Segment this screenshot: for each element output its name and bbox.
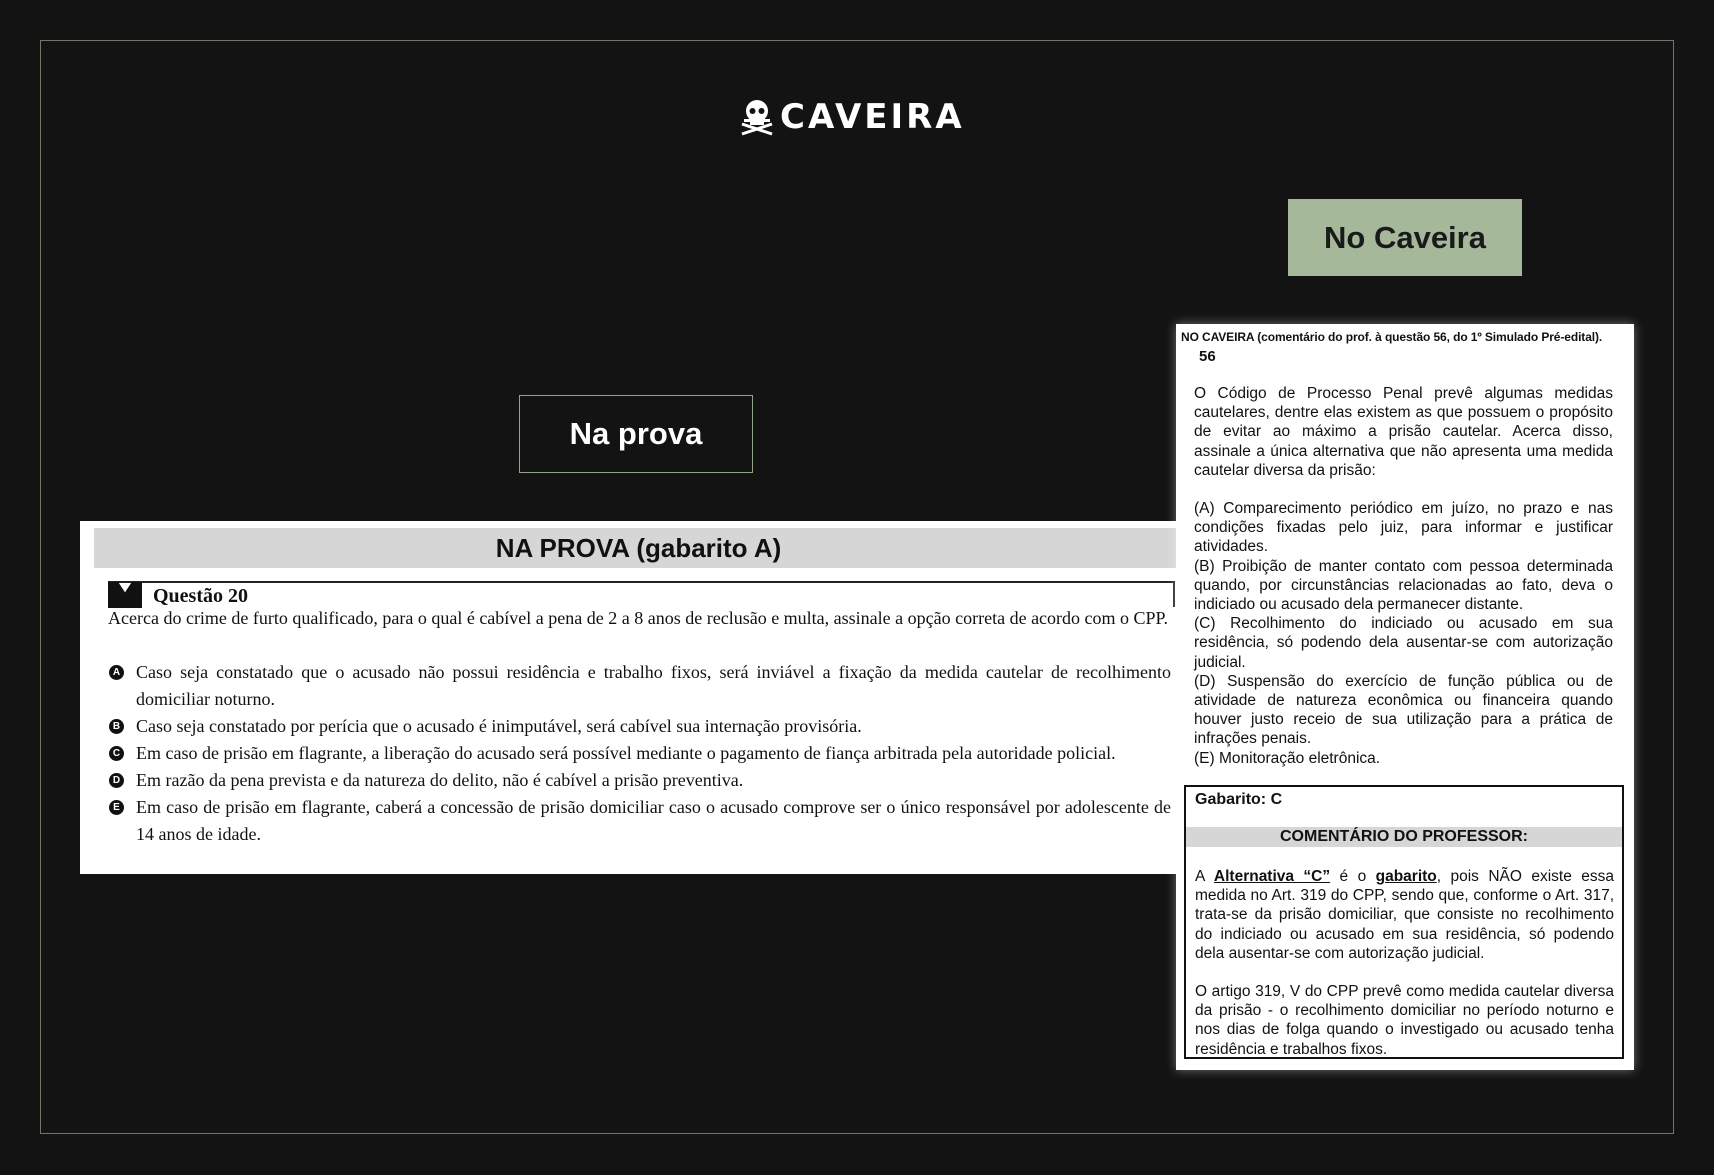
simulado-document xyxy=(1176,324,1634,1070)
question-header xyxy=(108,581,1175,607)
label-no-caveira: No Caveira xyxy=(1288,199,1522,276)
option-letter-icon: B xyxy=(109,719,124,734)
exam-title: NA PROVA (gabarito A) xyxy=(94,528,1183,568)
gabarito-highlight: gabarito xyxy=(1375,868,1437,885)
option-letter-icon: D xyxy=(109,773,124,788)
comment-title: COMENTÁRIO DO PROFESSOR: xyxy=(1186,827,1622,847)
option-letter-icon: C xyxy=(109,746,124,761)
simulado-option: (C) Recolhimento do indiciado ou acusado em sua residência, só podendo dela ausentar-se com autorização judicial. xyxy=(1194,615,1613,671)
option-item xyxy=(108,767,1171,794)
option-text: Em caso de prisão em flagrante, caberá a concessão de prisão domiciliar caso o acusado comprove ser o único responsável por adolescente de 14 anos de idade. xyxy=(136,797,1171,844)
simulado-option: (D) Suspensão do exercício de função pública ou de atividade de natureza econômica ou financeira quando houver justo receio de sua utilização para a prática de infrações penais. xyxy=(1194,672,1613,748)
simulado-header: NO CAVEIRA (comentário do prof. à questão 56, do 1º Simulado Pré-edital). xyxy=(1181,330,1603,344)
option-item xyxy=(108,713,1171,740)
alternative-highlight: Alternativa “C” xyxy=(1213,868,1331,885)
question-title: Questão 20 xyxy=(153,585,248,607)
exam-question-document xyxy=(80,521,1183,874)
option-letter-icon: A xyxy=(109,665,124,680)
simulado-option: (E) Monitoração eletrônica. xyxy=(1194,749,1381,767)
question-stem: Acerca do crime de furto qualificado, para o qual é cabível a pena de 2 a 8 anos de reclusão e multa, assinale a opção correta de acordo com o CPP. xyxy=(108,608,1169,628)
question-number: 56 xyxy=(1199,348,1216,365)
option-item xyxy=(108,794,1171,848)
brand-logo xyxy=(740,98,965,136)
option-text: Em razão da pena prevista e da natureza do delito, não é cabível a prisão preventiva. xyxy=(136,770,744,790)
simulado-option: (B) Proibição de manter contato com pessoa determinada quando, por circunstâncias relacionadas ao fato, deva o indiciado ou acusado dela permanecer distante. xyxy=(1194,557,1613,614)
option-text: Caso seja constatado por perícia que o acusado é inimputável, será cabível sua internação provisória. xyxy=(136,716,862,736)
simulado-body xyxy=(1194,384,1613,768)
option-text: Em caso de prisão em flagrante, a liberação do acusado será possível mediante o pagamento de fiança arbitrada pela autoridade policial. xyxy=(136,743,1116,763)
option-item xyxy=(108,659,1171,713)
comment-paragraph: O artigo 319, V do CPP prevê como medida cautelar diversa da prisão - o recolhimento domiciliar no período noturno e nos dias de folga quando o investigado ou acusado tenha residência e trabalhos fixos. xyxy=(1195,983,1614,1058)
option-text: Caso seja constatado que o acusado não possui residência e trabalho fixos, será inviável a fixação da medida cautelar de recolhimento domiciliar noturno. xyxy=(136,662,1171,709)
simulado-option: (A) Comparecimento periódico em juízo, no prazo e nas condições fixadas pelo juiz, para informar e justificar atividades. xyxy=(1194,500,1613,556)
options-list xyxy=(108,659,1171,848)
skull-icon xyxy=(740,98,774,136)
label-na-prova: Na prova xyxy=(519,395,753,473)
simulado-stem: O Código de Processo Penal prevê algumas medidas cautelares, dentre elas existem as que possuem o propósito de evitar ao máximo a prisão cautelar. Acerca disso, assinale a única alternativa que não apresenta uma medida cautelar diversa da prisão: xyxy=(1194,385,1613,479)
brand-name: CAVEIRA xyxy=(780,97,965,137)
answer-box xyxy=(1184,785,1624,1059)
option-item xyxy=(108,740,1171,767)
comment-text xyxy=(1195,867,1614,1059)
option-letter-icon: E xyxy=(109,800,124,815)
answer-key: Gabarito: C xyxy=(1195,791,1283,808)
comment-paragraph: A Alternativa “C” é o gabarito, pois NÃO existe essa medida no Art. 319 do CPP, sendo que, conforme o Art. 317, trata-se da prisão domiciliar, que consiste no recolhimento do indiciado ou acusado em sua residência, só podendo dela ausentar-se com autorização judicial. xyxy=(1195,868,1614,962)
